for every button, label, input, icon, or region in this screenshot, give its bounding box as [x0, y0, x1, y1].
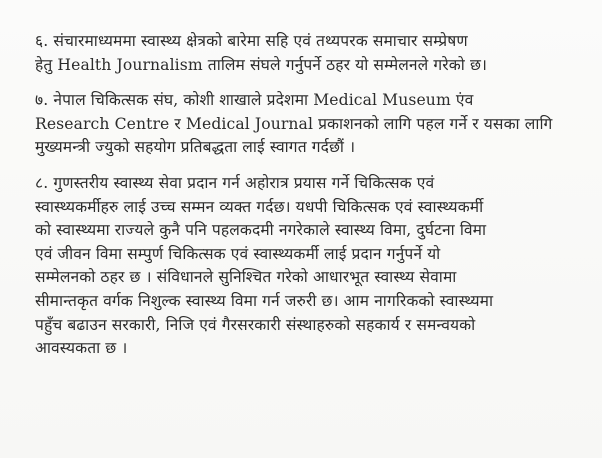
paragraph-line: मुख्यमन्त्री ज्युको सहयोग प्रतिबद्धता लाई स्वागत गर्दछौं । [35, 138, 356, 157]
paragraph-line: ६. संचारमाध्यममा स्वास्थ्य क्षेत्रको बारेमा सहि एवं तथ्यपरक समाचार सम्प्रेषण [35, 32, 468, 50]
paragraph-line: हेतु Health Journalism तालिम संघले गर्नुपर्ने ठहर यो सम्मेलनले गरेको छ। [35, 55, 487, 74]
paragraph-line: ८. गुणस्तरीय स्वास्थ्य सेवा प्रदान गर्न अहोरात्र प्रयास गर्ने चिकित्सक एवं [35, 173, 435, 192]
paragraph-line: सीमान्तकृत वर्गक निशुल्क स्वास्थ्य विमा गर्न जरुरी छ। आम नागरिकको स्वास्थ्यमा [35, 291, 494, 310]
paragraph-line: पहुँच बढाउन सरकारी, निजि एवं गैरसरकारी संस्थाहरुको सहकार्य र समन्वयको [35, 315, 476, 334]
paragraph-8 [35, 172, 568, 361]
paragraph-line: सम्मेलनको ठहर छ । संविधानले सुनिश्चित गरेको आधारभूत स्वास्थ्य सेवामा [35, 268, 457, 287]
paragraph-line: Research Centre र Medical Journal प्रकाशनको लागि पहल गर्ने र यसका लागि [35, 114, 553, 133]
paragraph-6 [35, 30, 568, 77]
paragraph-line: स्वास्थ्यकर्मीहरु लाई उच्च सम्मन व्यक्त गर्दछ। यधपी चिकित्सक एवं स्वास्थ्यकर्मी [35, 197, 484, 216]
paragraph-line: को स्वास्थ्यमा राज्यले कुनै पनि पहलकदमी नगरेकाले स्वास्थ्य विमा, दुर्घटना विमा [35, 221, 487, 240]
paragraph-line: आवस्यकता छ । [35, 339, 128, 358]
paragraph-line: एवं जीवन विमा सम्पुर्ण चिकित्सक एवं स्वास्थ्यकर्मी लाई प्रदान गर्नुपर्ने यो [35, 244, 441, 263]
paragraph-7 [35, 89, 568, 160]
paragraph-line: ७. नेपाल चिकित्सक संघ, कोशी शाखाले प्रदेशमा Medical Museum एंव [35, 91, 474, 110]
